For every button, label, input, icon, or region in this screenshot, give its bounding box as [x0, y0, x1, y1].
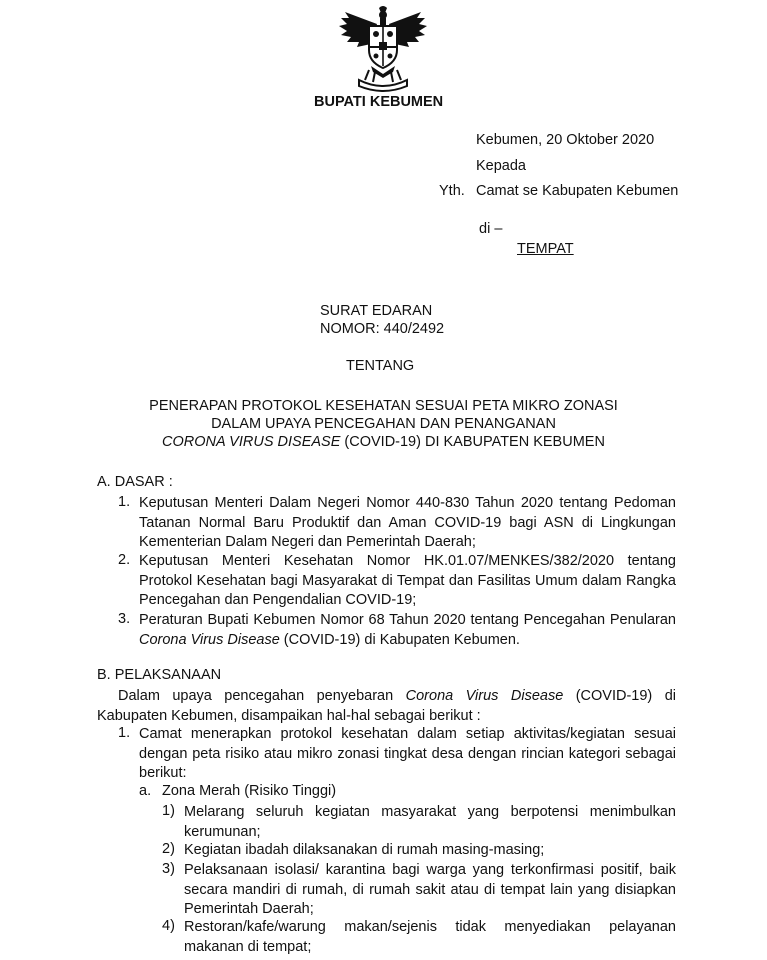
zone-a-item-4-num: 4): [162, 918, 175, 934]
section-a-item-1-num: 1.: [118, 494, 131, 510]
letter-place: TEMPAT: [517, 241, 574, 257]
section-b-heading: B. PELAKSANAAN: [97, 667, 222, 683]
zone-a-item-4: Restoran/kafe/warung makan/sejenis tidak menyediakan pelayanan makanan di tempat;: [184, 919, 676, 955]
letter-yth: Yth.: [439, 183, 465, 199]
letter-to: Kepada: [476, 158, 526, 174]
point-1-num: 1.: [118, 725, 131, 741]
section-a-item-1: Keputusan Menteri Dalam Negeri Nomor 440-830 Tahun 2020 tentang Pedoman Tatanan Normal Baru Produktif dan Aman COVID-19 bagi ASN di Lingkungan Kementerian Dalam Negeri dan Pemerintah Daerah;: [139, 495, 676, 550]
subject-line-1: PENERAPAN PROTOKOL KESEHATAN SESUAI PETA MIKRO ZONASI: [149, 398, 618, 414]
section-a-heading: A. DASAR :: [97, 474, 173, 490]
letter-di: di –: [479, 221, 503, 237]
zone-a-title: Zona Merah (Risiko Tinggi): [162, 783, 337, 799]
garuda-emblem-icon: [335, 4, 431, 96]
zone-a-label: a.: [139, 783, 152, 799]
section-b-intro-before: Dalam upaya pencegahan penyebaran: [118, 688, 406, 704]
subject-italic: CORONA VIRUS DISEASE: [162, 434, 341, 450]
point-1-text: Camat menerapkan protokol kesehatan dalam setiap aktivitas/kegiatan sesuai dengan peta risiko atau mikro zonasi tingkat desa dengan rincian kategori sebagai berikut:: [139, 726, 676, 781]
section-b-intro-italic: Corona Virus Disease: [405, 688, 564, 704]
zone-a-item-2-num: 2): [162, 841, 175, 857]
zone-a-item-3-num: 3): [162, 861, 175, 877]
section-a-item-3-num: 3.: [118, 611, 131, 627]
subject-rest: (COVID-19) DI KABUPATEN KEBUMEN: [340, 434, 605, 450]
zone-a-item-2: Kegiatan ibadah dilaksanakan di rumah masing-masing;: [184, 842, 545, 858]
section-a-item-3-before: Peraturan Bupati Kebumen Nomor 68 Tahun 2020 tentang Pencegahan Penularan: [139, 612, 676, 628]
subject-line-3: [0, 434, 767, 450]
section-a-item-2: Keputusan Menteri Kesehatan Nomor HK.01.07/MENKES/382/2020 tentang Protokol Kesehatan bagi Masyarakat di Tempat dan Fasilitas Umum dalam Rangka Pencegahan dan Pengendalian COVID-19;: [139, 553, 676, 608]
doc-number: NOMOR: 440/2492: [320, 321, 445, 337]
doc-type: SURAT EDARAN: [320, 303, 433, 319]
zone-a-item-1: Melarang seluruh kegiatan masyarakat yang berpotensi menimbulkan kerumunan;: [184, 804, 676, 840]
section-a-item-3-italic: Corona Virus Disease: [139, 631, 280, 648]
letter-date: Kebumen, 20 Oktober 2020: [476, 132, 655, 148]
section-a-item-2-num: 2.: [118, 552, 131, 568]
section-b-intro: [97, 687, 676, 726]
zone-a-item-3: Pelaksanaan isolasi/ karantina bagi warga yang terkonfirmasi positif, baik secara mandiri di rumah, di rumah sakit atau di tempat lain yang disiapkan Pemerintah Daerah;: [184, 862, 676, 917]
section-b-intro-after: (COVID-19) di Kabupaten Kebumen, disampaikan hal-hal sebagai berikut :: [97, 688, 676, 724]
zone-a-item-1-num: 1): [162, 803, 175, 819]
section-a-item-3: [139, 611, 676, 650]
org-title: BUPATI KEBUMEN: [314, 94, 444, 110]
doc-tentang: TENTANG: [346, 358, 415, 374]
letter-recipient: Camat se Kabupaten Kebumen: [476, 183, 679, 199]
section-a-item-3-after: (COVID-19) di Kabupaten Kebumen.: [279, 631, 520, 648]
subject-line-2: DALAM UPAYA PENCEGAHAN DAN PENANGANAN: [211, 416, 556, 432]
